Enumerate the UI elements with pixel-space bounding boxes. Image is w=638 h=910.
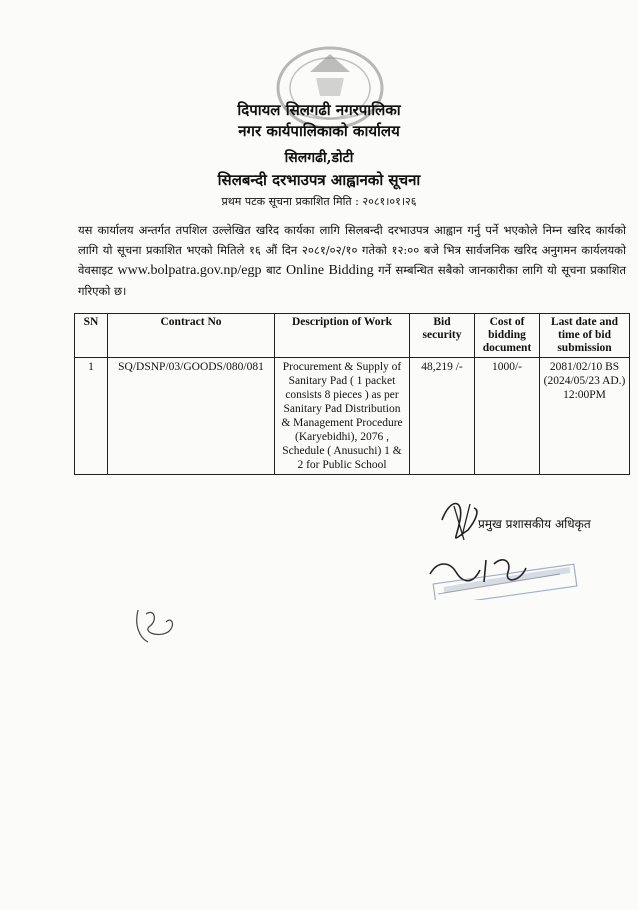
col-header-sn: SN [75, 314, 108, 358]
office-name: नगर कार्यपालिकाको कार्यालय [238, 122, 400, 140]
body-text-part2: गर्ने सम्बन्धित सबैको जानकारीका लागि यो सूचना प्रकाशित गरिएको छ। [78, 263, 626, 298]
deadline-ad: (2024/05/23 AD.) [543, 375, 626, 387]
cell-security: 48,219 /- [410, 358, 475, 475]
notice-body [78, 220, 626, 301]
deadline-time: 12:00PM [563, 389, 606, 401]
col-header-cost: Cost of bidding document [475, 314, 540, 358]
officer-signature [420, 490, 580, 600]
body-text-mid: बाट [261, 263, 286, 277]
signatory-title: प्रमुख प्रशासकीय अधिकृत [478, 517, 591, 531]
cell-deadline [540, 358, 630, 475]
col-header-security: Bid security [410, 314, 475, 358]
initials-signature [128, 602, 188, 647]
website-link[interactable]: www.bolpatra.gov.np/egp [117, 263, 262, 278]
publication-date: प्रथम पटक सूचना प्रकाशित मिति : २०८१।०१।२६ [221, 195, 417, 208]
deadline-bs: 2081/02/10 BS [549, 361, 620, 373]
body-text-part1: यस कार्यालय अन्तर्गत तपशिल उल्लेखित खरिद कार्यका लागि सिलबन्दी दरभाउपत्र आह्वान गर्नु पर्ने भएकोले निम्न खरिद कार्यको लागि यो सूचना प्रकाशित भएको मितिले १६ औं दिन २०८१/०२/१० गतेको १२:०० बजे भित्र सार्वजनिक खरिद अनुगमन कार्यलयको वेवसाइट [78, 223, 626, 277]
office-address: सिलगढी,डोटी [284, 150, 354, 166]
cell-contract: SQ/DSNP/03/GOODS/080/081 [108, 358, 275, 475]
notice-title: सिलबन्दी दरभाउपत्र आह्वानको सूचना [217, 171, 421, 189]
table-row [75, 358, 630, 475]
cell-cost: 1000/- [475, 358, 540, 475]
col-header-contract: Contract No [108, 314, 275, 358]
col-header-description: Description of Work [275, 314, 410, 358]
bid-table [74, 313, 630, 475]
org-name: दिपायल सिलगढी नगरपालिका [237, 101, 401, 119]
cell-sn: 1 [75, 358, 108, 475]
online-bidding-text: Online Bidding [285, 263, 374, 278]
table-header-row [75, 314, 630, 358]
col-header-deadline: Last date and time of bid submission [540, 314, 630, 358]
cell-description: Procurement & Supply of Sanitary Pad ( 1 packet consists 8 pieces ) as per Sanitary Pad Distribution & Management Procedure (Karyebidhi), 2076 , Schedule ( Anusuchi) 1 & 2 for Public School [275, 358, 410, 475]
